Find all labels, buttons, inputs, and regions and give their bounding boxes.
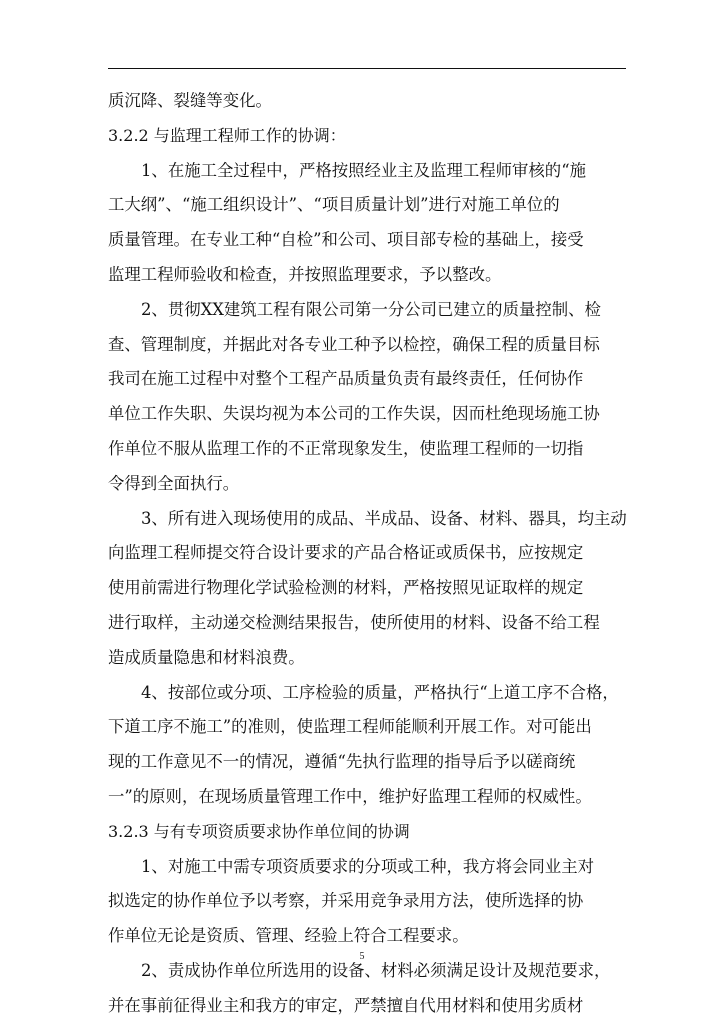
section-heading: 3.2.3 与有专项资质要求协作单位间的协调	[108, 821, 410, 841]
text-line: 使用前需进行物理化学试验检测的材料，严格按照见证取样的规定	[108, 578, 584, 598]
text-line: 工大纲”、“施工组织设计”、“项目质量计划”进行对施工单位的	[108, 195, 560, 215]
page-number: 5	[359, 951, 365, 962]
text-line: 4、按部位或分项、工序检验的质量，严格执行“上道工序不合格，	[141, 682, 619, 702]
document-body	[108, 84, 628, 1024]
text-line: 作单位无论是资质、管理、经验上符合工程要求。	[108, 926, 469, 946]
text-line: 监理工程师验收和检查，并按照监理要求，予以整改。	[108, 264, 502, 284]
text-line: 并在事前征得业主和我方的审定，严禁擅自代用材料和使用劣质材	[108, 995, 584, 1015]
text-line: 令得到全面执行。	[108, 473, 240, 493]
text-line: 拟选定的协作单位予以考察，并采用竞争录用方法，使所选择的协	[108, 891, 584, 911]
text-line: 2、责成协作单位所选用的设备、材料必须满足设计及规范要求，	[141, 960, 611, 980]
text-line: 一”的原则，在现场质量管理工作中，维护好监理工程师的权威性。	[108, 786, 592, 806]
text-line: 质沉降、裂缝等变化。	[108, 91, 272, 110]
text-line: 作单位不服从监理工作的不正常现象发生，使监理工程师的一切指	[108, 438, 584, 458]
header-rule	[108, 68, 626, 69]
text-line: 下道工序不施工”的准则，使监理工程师能顺利开展工作。对可能出	[108, 717, 592, 737]
text-line: 造成质量隐患和材料浪费。	[108, 647, 305, 667]
section-heading: 3.2.2 与监理工程师工作的协调：	[108, 125, 346, 145]
text-line: 3、所有进入现场使用的成品、半成品、设备、材料、器具，均主动	[141, 508, 627, 528]
text-line: 2、贯彻XX建筑工程有限公司第一分公司已建立的质量控制、检	[141, 299, 601, 319]
text-line: 1、对施工中需专项资质要求的分项或工种，我方将会同业主对	[141, 856, 594, 876]
text-line: 1、在施工全过程中，严格按照经业主及监理工程师审核的“施	[141, 160, 586, 180]
text-line: 现的工作意见不一的情况，遵循“先执行监理的指导后予以磋商统	[108, 752, 576, 772]
text-line: 查、管理制度，并据此对各专业工种予以检控，确保工程的质量目标	[108, 334, 600, 354]
text-line: 质量管理。在专业工种“自检”和公司、项目部专检的基础上，接受	[108, 230, 584, 250]
text-line: 单位工作失职、失误均视为本公司的工作失误，因而杜绝现场施工协	[108, 404, 600, 424]
text-line: 我司在施工过程中对整个工程产品质量负责有最终责任，任何协作	[108, 369, 584, 389]
text-line: 向监理工程师提交符合设计要求的产品合格证或质保书，应按规定	[108, 543, 584, 563]
text-line: 进行取样，主动递交检测结果报告，使所使用的材料、设备不给工程	[108, 612, 600, 632]
